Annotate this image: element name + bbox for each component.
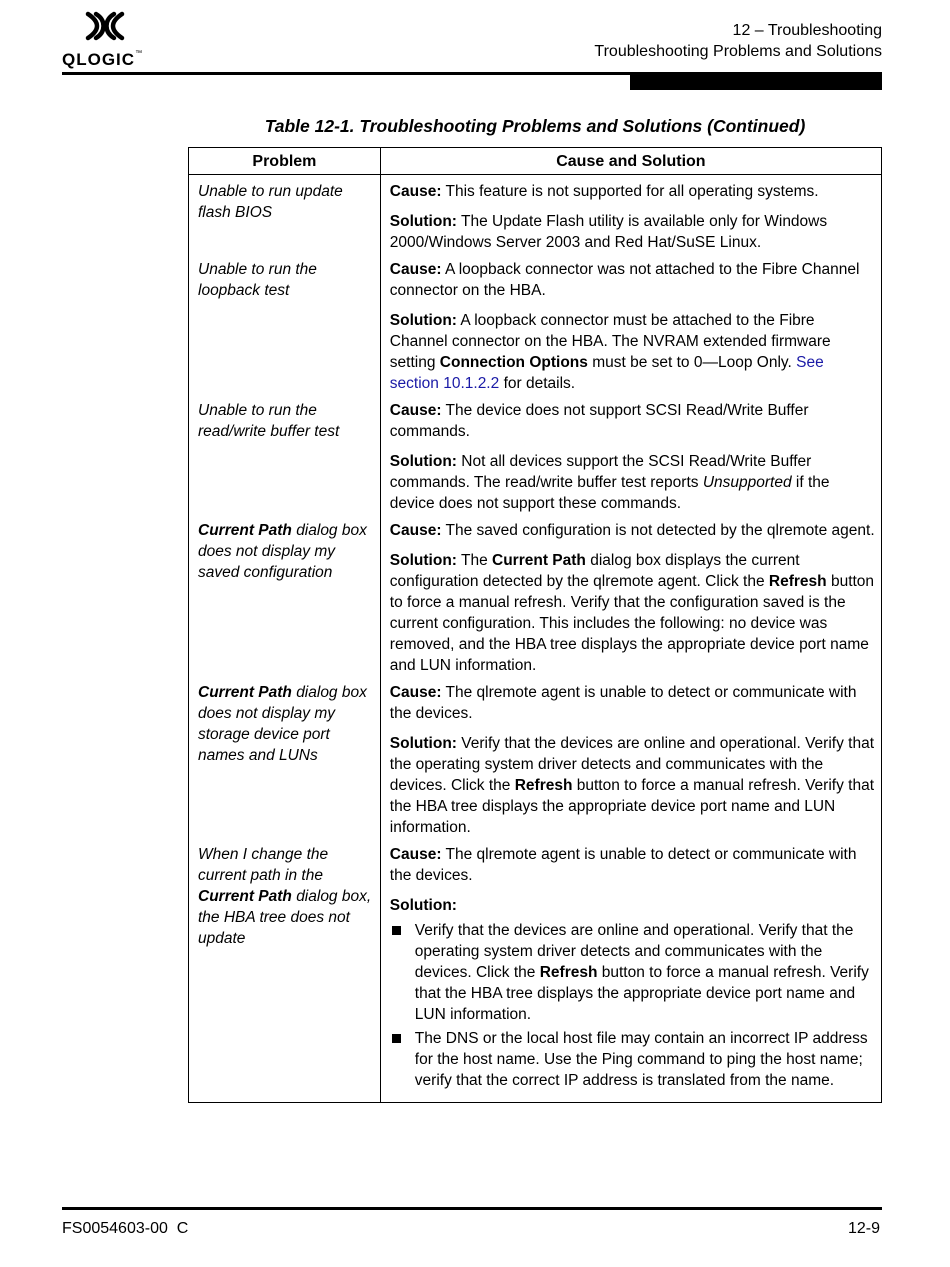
qlogic-logo xyxy=(62,10,152,69)
table-row xyxy=(189,520,882,682)
cause-text: Cause: The device does not support SCSI Read/Write Buffer commands. xyxy=(389,402,809,440)
qlogic-logo-icon xyxy=(82,10,128,42)
problem-cell: Unable to run the read/write buffer test xyxy=(189,400,381,520)
bullet-square-icon xyxy=(392,1034,401,1043)
solution-bullet-list xyxy=(390,920,875,1091)
bullet-square-icon xyxy=(392,926,401,935)
cause-solution-cell xyxy=(380,400,881,520)
table-row xyxy=(189,175,882,260)
cause-text: Cause: The qlremote agent is unable to detect or communicate with the devices. xyxy=(389,846,857,884)
troubleshooting-table xyxy=(188,147,882,1103)
cause-text: Cause: This feature is not supported for all operating systems. xyxy=(389,183,819,200)
cause-solution-cell xyxy=(380,175,881,260)
solution-text: Solution: A loopback connector must be attached to the Fibre Channel connector on the HBA. The NVRAM extended firmware setting Connection Options must be set to 0—Loop Only. See section 10.1.2.2 for details. xyxy=(389,312,831,392)
problem-cell: Unable to run the loopback test xyxy=(189,259,381,400)
document-id: FS0054603-00 C xyxy=(62,1220,189,1237)
section-link[interactable]: See section 10.1.2.2 xyxy=(389,354,824,392)
logo-wordmark: QLOGIC™ xyxy=(62,50,143,69)
page-number: 12-9 xyxy=(847,1220,880,1237)
cause-solution-cell xyxy=(380,682,881,844)
header-block xyxy=(630,75,882,90)
running-header xyxy=(594,20,882,62)
solution-heading: Solution: xyxy=(389,897,457,914)
list-item: Verify that the devices are online and operational. Verify that the operating system driver detects and communicates with the devices. Click the Refresh button to force a manual refresh. Verify that the HBA tree displays the appropriate device port name and LUN information. xyxy=(390,920,875,1025)
footer-rule xyxy=(62,1207,882,1210)
solution-text: Solution: The Current Path dialog box displays the current configuration detected by the qlremote agent. Click the Refresh button to force a manual refresh. Verify that the configuration saved is the current configuration. This includes the following: no device was removed, and the HBA tree displays the appropriate device port name and LUN information. xyxy=(389,552,875,674)
solution-text: Solution: The Update Flash utility is available only for Windows 2000/Windows Server 2003 and Red Hat/SuSE Linux. xyxy=(389,213,828,251)
table-row xyxy=(189,259,882,400)
solution-text: Solution: Verify that the devices are online and operational. Verify that the operating system driver detects and communicates with the devices. Click the Refresh button to force a manual refresh. Verify that the HBA tree displays the appropriate device port name and LUN information. xyxy=(389,735,874,836)
section-title: Troubleshooting Problems and Solutions xyxy=(594,43,882,60)
list-item: The DNS or the local host file may contain an incorrect IP address for the host name. Use the Ping command to ping the host name; verify that the correct IP address is translated from the name. xyxy=(390,1028,875,1091)
table-row xyxy=(189,844,882,1103)
cause-solution-cell xyxy=(380,259,881,400)
problem-cell: Unable to run update flash BIOS xyxy=(189,175,381,260)
column-header-cause-solution: Cause and Solution xyxy=(380,148,881,175)
table-caption: Table 12-1. Troubleshooting Problems and Solutions (Continued) xyxy=(264,116,806,136)
problem-cell: When I change the current path in the Current Path dialog box, the HBA tree does not update xyxy=(189,844,381,1103)
solution-text: Solution: Not all devices support the SCSI Read/Write Buffer commands. The read/write buffer test reports Unsupported if the device does not support these commands. xyxy=(389,453,830,512)
cause-solution-cell xyxy=(380,520,881,682)
table-header-row xyxy=(189,148,882,175)
cause-text: Cause: The qlremote agent is unable to detect or communicate with the devices. xyxy=(389,684,857,722)
chapter-title: 12 – Troubleshooting xyxy=(732,22,882,39)
column-header-problem: Problem xyxy=(189,148,381,175)
cause-text: Cause: A loopback connector was not attached to the Fibre Channel connector on the HBA. xyxy=(389,261,860,299)
cause-solution-cell xyxy=(380,844,881,1103)
problem-cell: Current Path dialog box does not display my storage device port names and LUNs xyxy=(189,682,381,844)
problem-cell: Current Path dialog box does not display my saved configuration xyxy=(189,520,381,682)
table-row xyxy=(189,400,882,520)
cause-text: Cause: The saved configuration is not detected by the qlremote agent. xyxy=(389,522,875,539)
table-row xyxy=(189,682,882,844)
